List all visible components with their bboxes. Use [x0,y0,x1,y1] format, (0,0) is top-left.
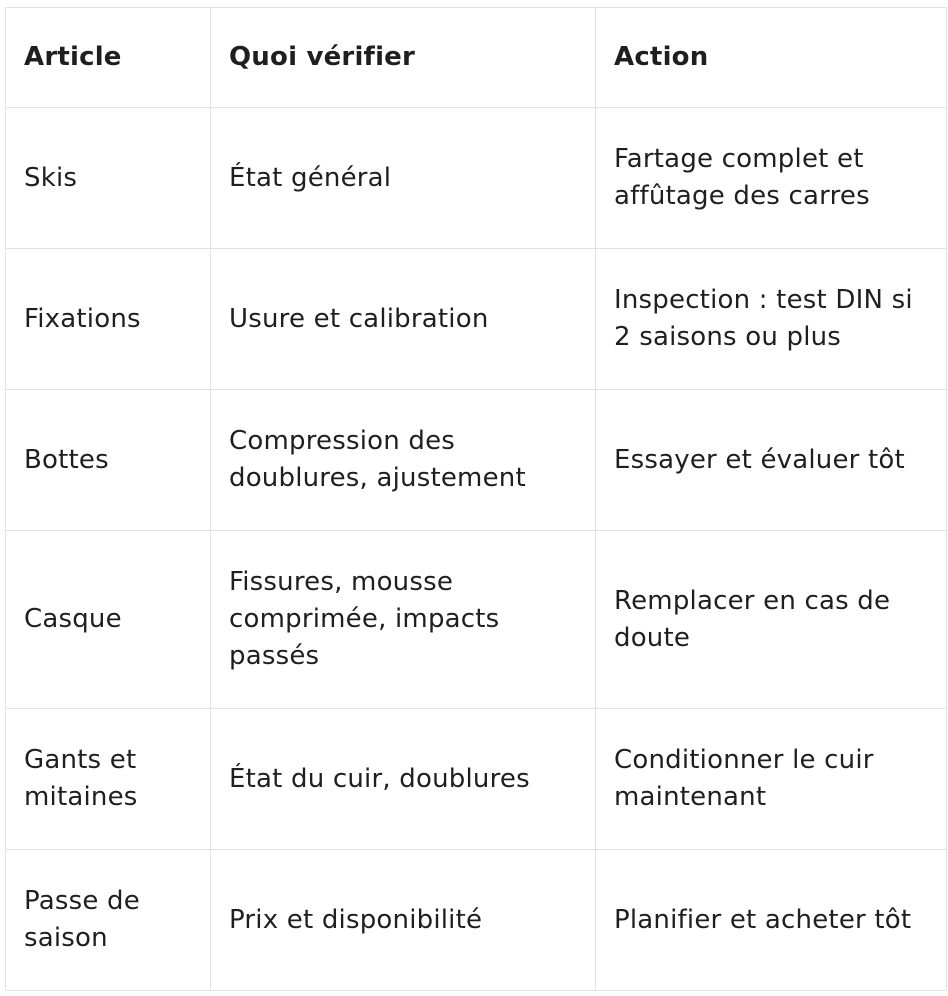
table-row [6,850,947,991]
cell-quoi-verifier: Prix et disponibilité [211,850,596,991]
cell-action: Planifier et acheter tôt [596,850,947,991]
cell-article: Bottes [6,390,211,531]
cell-quoi-verifier: Compression des doublures, ajustement [211,390,596,531]
cell-article: Passe de saison [6,850,211,991]
cell-quoi-verifier: Fissures, mousse comprimée, impacts passés [211,531,596,709]
cell-action: Fartage complet et affûtage des carres [596,108,947,249]
cell-article: Casque [6,531,211,709]
table-row [6,249,947,390]
table-row [6,709,947,850]
cell-article: Fixations [6,249,211,390]
cell-action: Remplacer en cas de doute [596,531,947,709]
table-row [6,390,947,531]
header-quoi-verifier: Quoi vérifier [211,8,596,108]
cell-quoi-verifier: État du cuir, doublures [211,709,596,850]
cell-action: Essayer et évaluer tôt [596,390,947,531]
cell-action: Inspection : test DIN si 2 saisons ou plus [596,249,947,390]
table-row [6,108,947,249]
cell-action: Conditionner le cuir maintenant [596,709,947,850]
cell-article: Skis [6,108,211,249]
cell-quoi-verifier: État général [211,108,596,249]
table-row [6,531,947,709]
equipment-checklist-table [5,7,947,991]
header-action: Action [596,8,947,108]
table-header-row [6,8,947,108]
header-article: Article [6,8,211,108]
cell-quoi-verifier: Usure et calibration [211,249,596,390]
cell-article: Gants et mitaines [6,709,211,850]
